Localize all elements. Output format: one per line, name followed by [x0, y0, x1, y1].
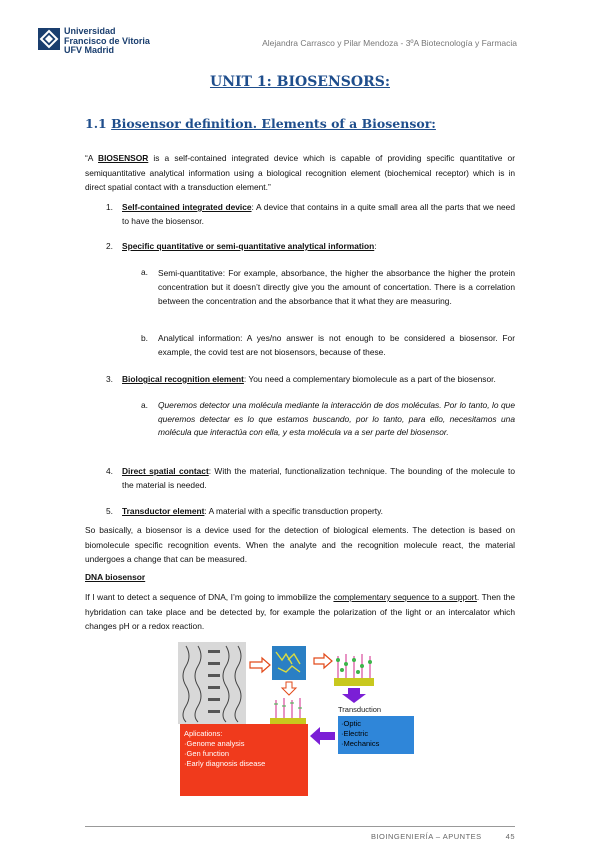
purple-left-arrow [310, 727, 335, 745]
dna-highlight: complementary sequence to a support [333, 592, 477, 602]
purple-down-arrow [342, 688, 366, 703]
summary-paragraph: So basically, a biosensor is a device used for the detection of biological elements. The detection is based on biomolecule specific recognition events. When the analyte and the recognition molecule react, the material undergoes a change that can be measured. [85, 525, 515, 564]
item-5-text [122, 505, 515, 519]
footer-divider [85, 826, 515, 827]
section-heading [85, 116, 436, 131]
definition-paragraph [85, 151, 515, 195]
application-1: ·Genome analysis [184, 739, 245, 748]
application-2: ·Gen function [184, 749, 230, 758]
item-4-text [122, 465, 515, 492]
university-logo-text [64, 27, 150, 56]
item-5-term: Transductor element [122, 506, 205, 516]
item-2b-text: Analytical information: A yes/no answer is not enough to be considered a biosensor. For example, the covid test are not biosensors, because of these. [158, 333, 515, 357]
item-2a-text: Semi-quantitative: For example, absorbance, the higher the absorbance the higher the protein concentration but it doesn’t directly give you the amount of concertation. There is a correlation between the concentration and the absorbance that it what they are measuring. [158, 268, 515, 307]
item-5-body: : A material with a specific transduction property. [204, 506, 383, 516]
item-3-number: 3. [106, 374, 113, 384]
dna-paragraph [85, 590, 515, 634]
item-1-body: : A device that contains in a quite small area all the parts that we need to have the biosensor. [122, 202, 515, 226]
arrow-icon-2 [314, 654, 332, 668]
item-2b-letter: b. [141, 333, 148, 343]
section-title: Biosensor definition. Elements of a Biosensor: [111, 116, 436, 131]
logo-line-1: Universidad [64, 26, 116, 36]
item-3-text [122, 373, 515, 387]
definition-text: is a self-contained integrated device which is capable of providing specific quantitative or semiquantitative analytical information using a biological recognition element (biochemical receptor) which is in direct spatial contact with a transduction element.” [85, 153, 515, 192]
item-1-number: 1. [106, 202, 113, 212]
item-4-term: Direct spatial contact [122, 466, 209, 476]
item-3-body: : You need a complementary biomolecule as a part of the biosensor. [243, 374, 496, 384]
support-right [334, 678, 374, 686]
item-2-text [122, 240, 515, 254]
item-1-text [122, 201, 515, 228]
item-3a-text: Queremos detector una molécula mediante la interacción de dos moléculas. Por lo tanto, lo que queremos detectar es lo que estamos buscando, por lo tanto, para ello, necesitamos una molécula que interactúa con ella, y esta molécula va a ser parte del biosensor. [158, 400, 515, 437]
item-3-term: Biological recognition element [122, 374, 244, 384]
arrow-icon [250, 658, 270, 672]
dna-text-end: . Then the hybridation can take place and be detected by, for example the polarization of the light or an intercalator which changes pH or a redox reaction. [85, 592, 515, 631]
item-1-term: Self-contained integrated device [122, 202, 252, 212]
dna-biosensor-figure [178, 640, 418, 800]
probe-square [272, 646, 306, 680]
item-3a-letter: a. [141, 400, 148, 410]
definition-term: BIOSENSOR [98, 153, 149, 163]
section-number: 1.1 [85, 116, 107, 131]
transduction-label: Transduction [338, 705, 382, 714]
applications-title: Aplications: [184, 729, 223, 738]
footer-subject: BIOINGENIERÍA – APUNTES [370, 832, 482, 841]
transduction-item-2: ·Electric [341, 729, 369, 738]
application-3: ·Early diagnosis disease [184, 759, 266, 768]
header-authors: Alejandra Carrasco y Pilar Mendoza - 3ºA Biotecnología y Farmacia [262, 38, 517, 48]
definition-quote: “A [85, 153, 99, 163]
page-number: 45 [505, 832, 515, 841]
footer [371, 832, 515, 841]
dna-text-start: If I want to detect a sequence of DNA, I’m going to immobilize the [85, 592, 334, 602]
item-4-body: : With the material, functionalization technique. The bounding of the molecule to the material is needed. [122, 466, 515, 490]
page-title: UNIT 1: BIOSENSORS: [209, 74, 390, 90]
logo-line-2: Francisco de Vitoria [64, 35, 150, 46]
item-4-number: 4. [106, 466, 113, 476]
transduction-item-1: ·Optic [341, 719, 362, 728]
logo-line-3: UFV Madrid [64, 45, 115, 55]
university-logo-icon [38, 28, 60, 50]
item-2a-letter: a. [141, 267, 148, 277]
item-5-number: 5. [106, 506, 113, 516]
item-2-body: : [374, 241, 377, 251]
item-2-number: 2. [106, 241, 113, 251]
dna-heading: DNA biosensor [85, 572, 146, 582]
transduction-item-3: ·Mechanics [341, 739, 380, 748]
item-2-term: Specific quantitative or semi-quantitative analytical information [122, 241, 375, 251]
figure-graphic [178, 640, 418, 800]
